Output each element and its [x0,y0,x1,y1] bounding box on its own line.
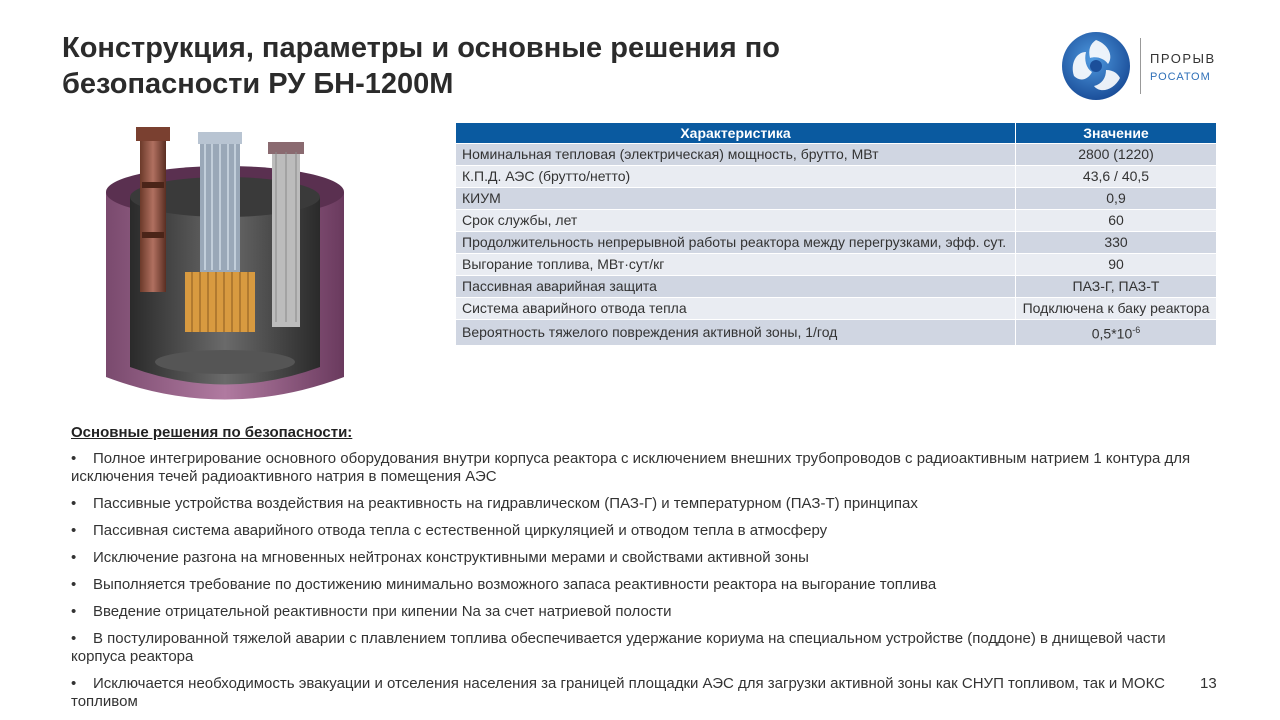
list-item [71,576,1191,594]
bullet-icon: • [71,549,77,566]
row-value: 2800 (1220) [1016,144,1217,166]
list-item-text: Пассивная система аварийного отвода тепла с естественной циркуляцией и отводом тепла в атмосферу [93,522,828,539]
bullet-icon: • [71,576,77,593]
table-row [456,232,1217,254]
parameters-table [455,122,1217,346]
list-item-text: В постулированной тяжелой аварии с плавлением топлива обеспечивается удержание кориума на специальном устройстве (поддоне) в днищевой части корпуса реактора [71,630,1166,665]
logo-text [1150,50,1216,86]
table-row [456,320,1217,346]
list-item [71,603,1191,621]
list-item-text: Исключение разгона на мгновенных нейтронах конструктивными мерами и свойствами активной зоны [93,549,809,566]
column-header-value: Значение [1016,123,1217,144]
row-name: К.П.Д. АЭС (брутто/нетто) [456,166,1016,188]
list-item [71,522,1191,540]
logo-divider [1140,38,1141,94]
list-item-text: Введение отрицательной реактивности при кипении Na за счет натриевой полости [93,603,672,620]
column-header-characteristic: Характеристика [456,123,1016,144]
row-value-exponent: -6 [1132,325,1141,335]
row-name: Вероятность тяжелого повреждения активной зоны, 1/год [456,320,1016,346]
reactor-illustration [100,122,350,404]
row-value: ПАЗ-Г, ПАЗ-Т [1016,276,1217,298]
table-row [456,276,1217,298]
list-item-text: Исключается необходимость эвакуации и отселения населения за границей площадки АЭС для загрузки активной зоны как СНУП топливом, так и МОКС топливом [71,675,1165,710]
bullet-icon: • [71,675,77,692]
list-item [71,495,1191,513]
table-header-row [456,123,1217,144]
row-value-base: 0,5*10 [1091,325,1133,342]
logo-line2: РОСАТОМ [1150,71,1211,83]
page-title: Конструкция, параметры и основные решения по безопасности РУ БН-1200М [62,32,780,100]
list-item [71,675,1191,711]
row-value: 43,6 / 40,5 [1016,166,1217,188]
table-row [456,144,1217,166]
list-item-text: Выполняется требование по достижению минимально возможного запаса реактивности реактора на выгорание топлива [93,576,937,593]
row-name: Продолжительность непрерывной работы реактора между перегрузками, эфф. сут. [456,232,1016,254]
row-value: Подключена к баку реактора [1016,298,1217,320]
row-name: Пассивная аварийная защита [456,276,1016,298]
bullet-icon: • [71,495,77,512]
bullet-icon: • [71,450,77,467]
table-row [456,188,1217,210]
logo-line1: ПРОРЫВ [1150,51,1216,66]
bullet-icon: • [71,630,77,647]
row-name: Выгорание топлива, МВт·сут/кг [456,254,1016,276]
row-value: 90 [1016,254,1217,276]
row-value: 60 [1016,210,1217,232]
list-item [71,450,1191,486]
bullet-icon: • [71,603,77,620]
table-row [456,166,1217,188]
solutions-title: Основные решения по безопасности: [71,424,353,441]
list-item [71,630,1191,666]
solutions-list [71,450,1191,720]
row-value: 330 [1016,232,1217,254]
row-value: 0,9 [1016,188,1217,210]
list-item [71,549,1191,567]
table-row [456,210,1217,232]
list-item-text: Пассивные устройства воздействия на реактивность на гидравлическом (ПАЗ-Г) и температурном (ПАЗ-Т) принципах [93,495,918,512]
row-value [1016,320,1217,346]
page-number: 13 [1200,675,1217,692]
list-item-text: Полное интегрирование основного оборудования внутри корпуса реактора с исключением внешних трубопроводов с радиоактивным натрием 1 контура для исключения течей радиоактивного натрия в помещения АЭС [71,450,1191,485]
row-name: Номинальная тепловая (электрическая) мощность, брутто, МВт [456,144,1016,166]
table-row [456,298,1217,320]
row-name: КИУМ [456,188,1016,210]
bullet-icon: • [71,522,77,539]
row-name: Система аварийного отвода тепла [456,298,1016,320]
row-name: Срок службы, лет [456,210,1016,232]
table-row [456,254,1217,276]
